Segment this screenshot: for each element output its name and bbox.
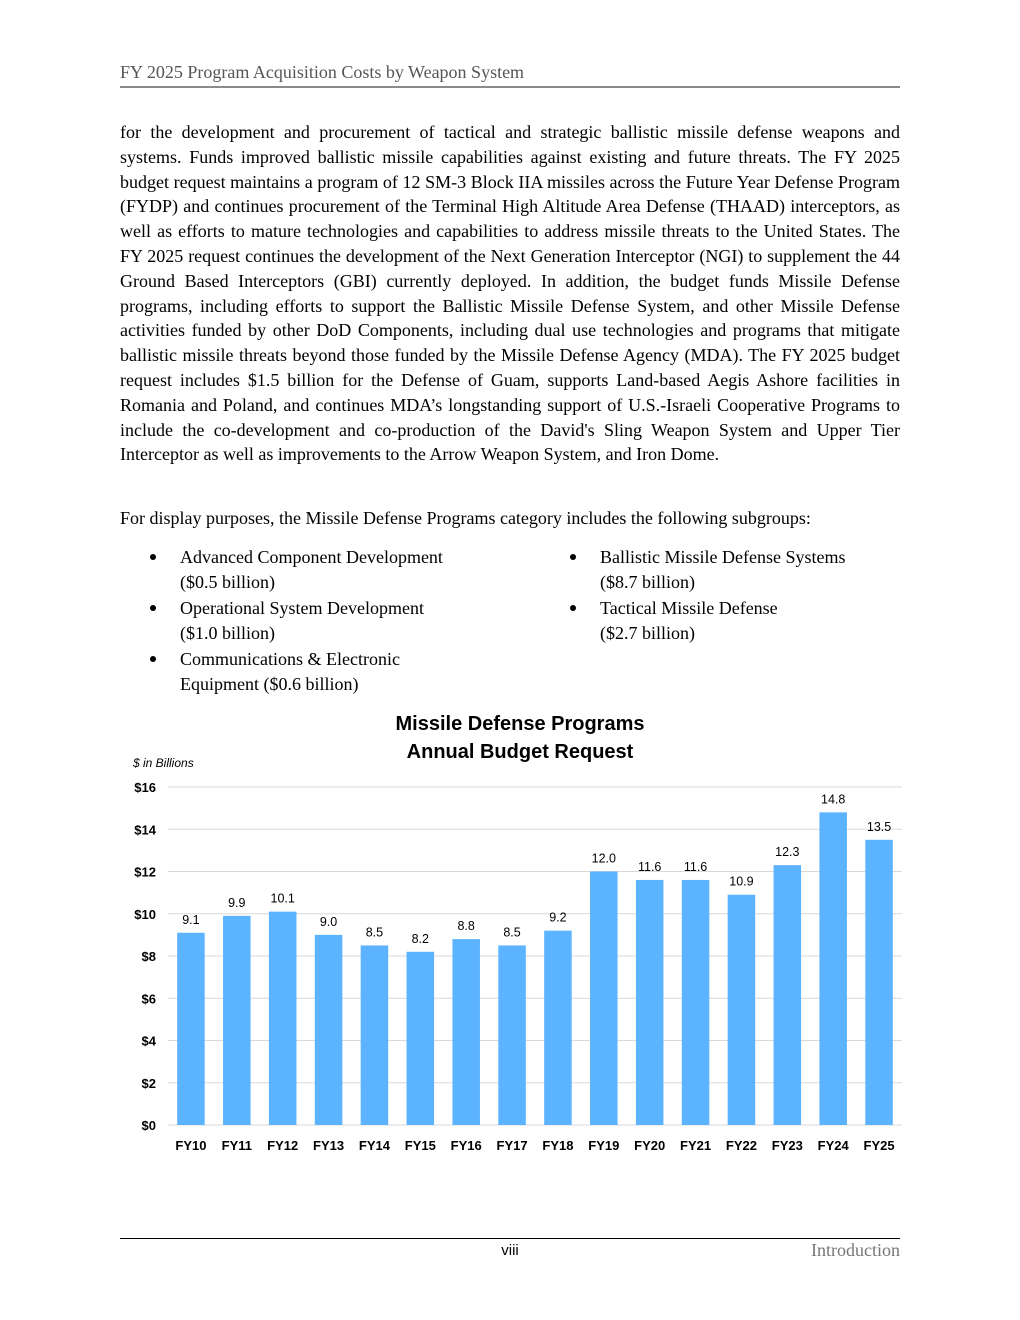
x-tick-label: FY25 bbox=[863, 1138, 895, 1153]
x-tick-label: FY10 bbox=[175, 1138, 207, 1153]
data-label: 11.6 bbox=[637, 859, 662, 874]
data-label: 14.8 bbox=[821, 792, 846, 807]
x-tick-label: FY12 bbox=[267, 1138, 299, 1153]
subgroups-intro: For display purposes, the Missile Defense Programs category includes the following subgroups: bbox=[120, 508, 811, 528]
bar bbox=[865, 840, 893, 1125]
subgroup-amount: ($0.5 billion) bbox=[180, 572, 275, 592]
running-header bbox=[120, 60, 900, 88]
y-tick-label: $14 bbox=[134, 822, 156, 838]
footer-section-name: Introduction bbox=[811, 1240, 900, 1260]
data-label: 9.2 bbox=[549, 910, 567, 925]
x-tick-label: FY13 bbox=[313, 1138, 345, 1153]
bullet-icon bbox=[570, 554, 576, 560]
body-paragraph: for the development and procurement of tactical and strategic ballistic missile defense weapons and systems. Funds improved ballistic missile capabilities against existing and future threats. The FY 2025 budget request maintains a program of 12 SM-3 Block IIA missiles across the Future Year Defense Program (FYDP) and continues procurement of the Terminal High Altitude Area Defense (THAAD) interceptors, as well as efforts to mature technologies and capabilities to address missile threats to the United States. The FY 2025 request continues the development of the Next Generation Interceptor (NGI) to supplement the 44 Ground Based Interceptors (GBI) currently deployed. In addition, the budget funds Missile Defense programs, including efforts to support the Ballistic Missile Defense System, and other Missile Defense activities funded by other DoD Components, including dual use technologies and programs that mitigate ballistic missile threats beyond those funded by the Missile Defense Agency (MDA). The FY 2025 budget request includes $1.5 billion for the Defense of Guam, supports Land-based Aegis Ashore facilities in Romania and Poland, and continues MDA’s longstanding support of U.S.-Israeli Cooperative Programs to include the co-development and co-production of the David's Sling Weapon System and Upper Tier Interceptor as well as improvements to the Arrow Weapon System, and Iron Dome. bbox=[120, 122, 900, 465]
data-label: 10.1 bbox=[270, 891, 295, 906]
x-tick-label: FY23 bbox=[771, 1138, 803, 1153]
bar bbox=[544, 931, 572, 1125]
bullet-icon bbox=[150, 656, 156, 662]
x-tick-label: FY18 bbox=[542, 1138, 574, 1153]
bar bbox=[819, 812, 847, 1125]
y-tick-label: $16 bbox=[134, 780, 156, 795]
budget-bar-chart bbox=[120, 770, 910, 1170]
bar bbox=[223, 916, 251, 1125]
subgroup-amount: ($2.7 billion) bbox=[600, 623, 695, 643]
data-label: 8.5 bbox=[365, 925, 384, 940]
data-label: 13.5 bbox=[866, 819, 892, 834]
bullet-icon bbox=[150, 554, 156, 560]
bar bbox=[590, 872, 618, 1126]
bar bbox=[361, 945, 389, 1125]
y-tick-label: $4 bbox=[141, 1033, 156, 1049]
subgroup-amount: ($8.7 billion) bbox=[600, 572, 695, 592]
bar bbox=[177, 933, 205, 1125]
x-tick-label: FY21 bbox=[680, 1138, 712, 1153]
data-label: 12.0 bbox=[591, 851, 616, 866]
y-tick-label: $8 bbox=[141, 949, 156, 964]
header-title: FY 2025 Program Acquisition Costs by Weapon System bbox=[120, 62, 525, 82]
chart-title-line2: Annual Budget Request bbox=[406, 741, 634, 763]
chart-title bbox=[120, 710, 920, 766]
subgroup-list-right bbox=[570, 545, 900, 647]
footer-rule bbox=[120, 1238, 900, 1239]
chart-title-line1: Missile Defense Programs bbox=[395, 713, 645, 735]
x-tick-label: FY16 bbox=[450, 1138, 482, 1153]
bar bbox=[407, 952, 435, 1125]
y-tick-label: $0 bbox=[141, 1118, 156, 1133]
subgroup-amount: Equipment ($0.6 billion) bbox=[180, 674, 359, 694]
list-item bbox=[150, 647, 530, 697]
page-number: viii bbox=[501, 1242, 519, 1259]
data-label: 9.1 bbox=[182, 912, 200, 927]
list-item bbox=[570, 545, 900, 595]
y-tick-label: $10 bbox=[134, 906, 156, 922]
data-label: 12.3 bbox=[775, 845, 800, 860]
bullet-icon bbox=[570, 605, 576, 611]
x-tick-label: FY19 bbox=[588, 1138, 620, 1153]
x-tick-label: FY14 bbox=[358, 1138, 390, 1153]
data-label: 9.9 bbox=[228, 895, 246, 910]
data-label: 8.5 bbox=[503, 925, 521, 940]
bar bbox=[269, 912, 297, 1125]
y-tick-label: $2 bbox=[141, 1075, 156, 1091]
bar bbox=[728, 895, 756, 1125]
list-item bbox=[150, 596, 530, 646]
data-label: 9.0 bbox=[319, 914, 338, 929]
x-tick-label: FY17 bbox=[496, 1138, 528, 1153]
x-tick-label: FY20 bbox=[634, 1138, 666, 1153]
x-tick-label: FY22 bbox=[725, 1138, 757, 1153]
data-label: 8.8 bbox=[457, 919, 475, 934]
bar bbox=[315, 935, 343, 1125]
data-label: 11.6 bbox=[683, 859, 708, 874]
subgroup-list-left bbox=[150, 545, 530, 698]
list-item bbox=[570, 596, 900, 646]
subgroup-name: Operational System Development bbox=[180, 598, 424, 618]
y-tick-label: $12 bbox=[134, 864, 156, 880]
subgroup-name: Communications & Electronic bbox=[180, 649, 400, 669]
x-tick-label: FY11 bbox=[221, 1138, 252, 1153]
list-item bbox=[150, 545, 530, 595]
x-tick-label: FY15 bbox=[404, 1138, 436, 1153]
bar bbox=[682, 880, 710, 1125]
bar bbox=[774, 865, 802, 1125]
subgroup-amount: ($1.0 billion) bbox=[180, 623, 275, 643]
x-tick-label: FY24 bbox=[817, 1138, 849, 1153]
data-label: 8.2 bbox=[411, 931, 430, 946]
bar bbox=[636, 880, 664, 1125]
bar bbox=[498, 945, 526, 1125]
bullet-icon bbox=[150, 605, 156, 611]
y-axis-unit-label: $ in Billions bbox=[133, 756, 194, 770]
subgroup-name: Ballistic Missile Defense Systems bbox=[600, 547, 846, 567]
data-label: 10.9 bbox=[729, 874, 754, 889]
bar bbox=[452, 939, 480, 1125]
subgroup-name: Advanced Component Development bbox=[180, 547, 443, 567]
y-tick-label: $6 bbox=[141, 991, 156, 1007]
subgroup-name: Tactical Missile Defense bbox=[600, 598, 778, 618]
